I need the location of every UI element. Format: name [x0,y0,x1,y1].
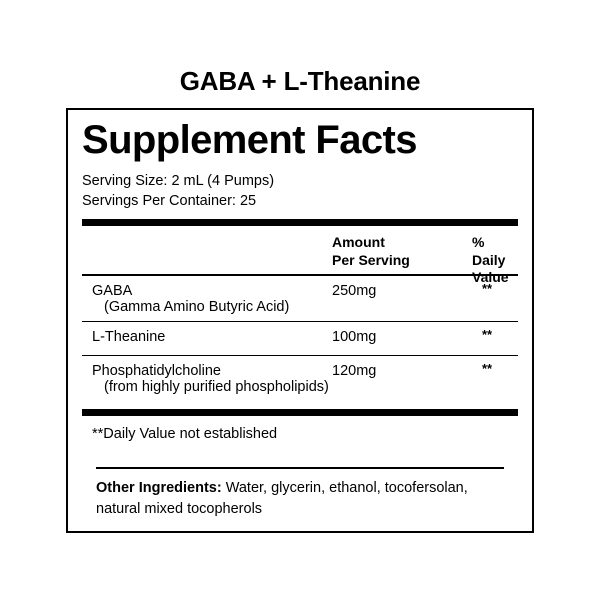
nutrient-daily-value: ** [482,281,493,297]
serving-info [82,172,518,211]
nutrient-subtext: (Gamma Amino Butyric Acid) [104,299,290,316]
nutrient-name: GABA [92,283,133,300]
product-title: GABA + L-Theanine [179,66,421,96]
nutrient-amount: 250mg [332,283,377,300]
panel-inner [82,110,518,531]
column-header-amount-line2: Per Serving [332,251,410,268]
column-header-amount [332,234,410,269]
column-header-dv-line1: % Daily [472,234,506,268]
nutrient-subtext: (from highly purified phospholipids) [104,379,329,396]
servings-per-container: Servings Per Container: 25 [82,192,257,209]
nutrient-name: Phosphatidylcholine [92,363,221,380]
table-row [82,356,518,401]
column-header-dv-line2: Value [472,269,509,286]
nutrient-name: L-Theanine [92,329,166,346]
nutrient-amount: 100mg [332,329,377,346]
table-header [82,226,518,286]
other-ingredients-text: Water, glycerin, ethanol, tocofersolan, natural mixed tocopherols [96,480,468,517]
supplement-facts-panel [66,108,534,533]
divider-thick-top [82,219,518,226]
other-ingredients [96,467,504,519]
nutrient-daily-value: ** [482,361,493,377]
column-header-amount-line1: Amount [332,234,385,251]
nutrient-amount: 120mg [332,363,377,380]
panel-title: Supplement Facts [82,118,417,162]
divider-thick-bottom [82,409,518,416]
daily-value-footnote: **Daily Value not established [92,426,278,443]
table-row [82,276,518,321]
serving-size: Serving Size: 2 mL (4 Pumps) [82,173,275,189]
nutrient-daily-value: ** [482,327,493,343]
other-ingredients-label: Other Ingredients: [96,480,222,497]
table-row [82,322,518,355]
